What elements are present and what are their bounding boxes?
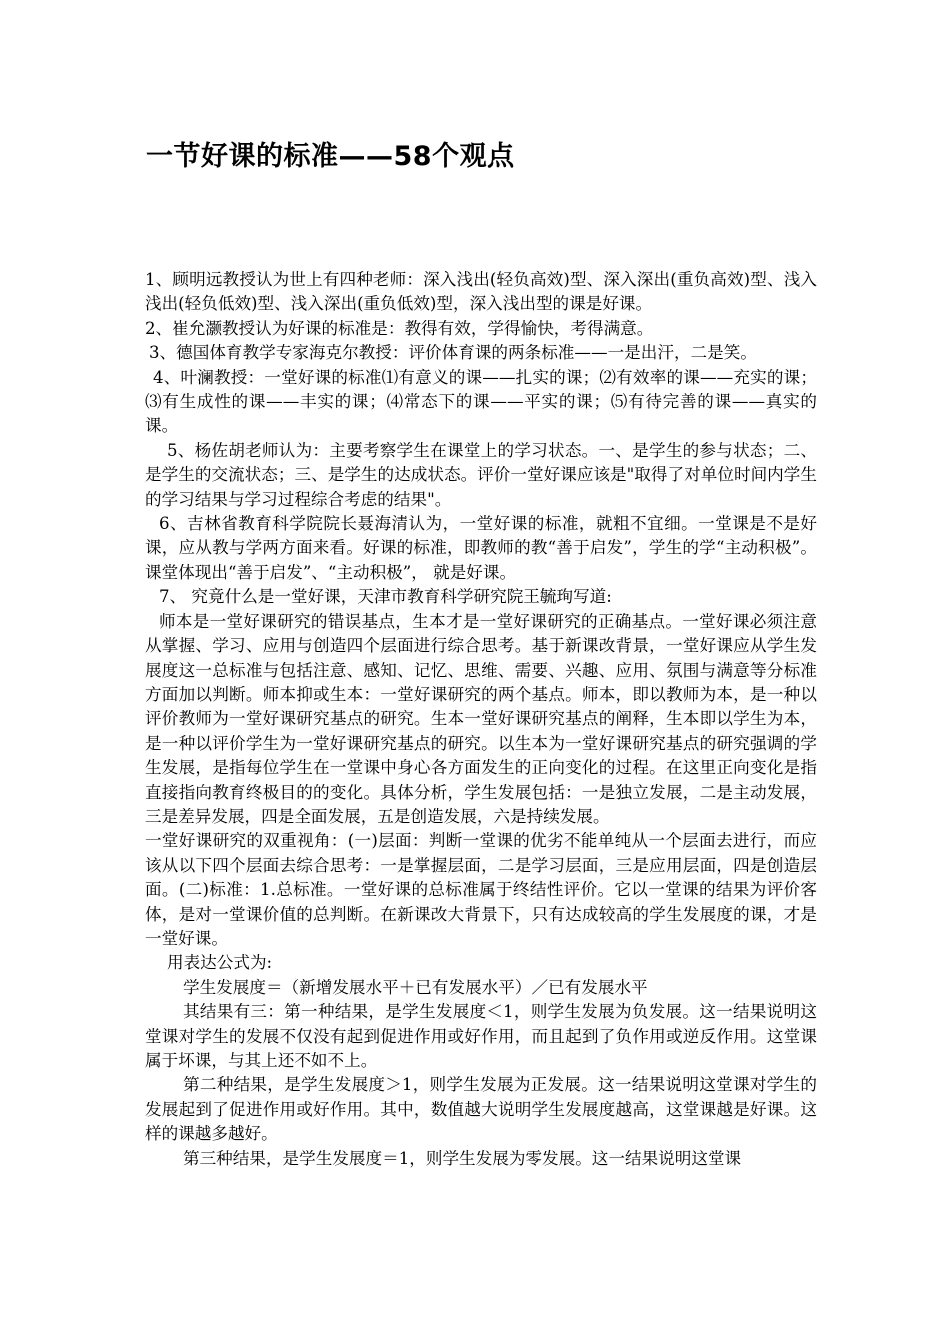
paragraph-13: 第三种结果，是学生发展度＝1，则学生发展为零发展。这一结果说明这堂课 bbox=[183, 1148, 742, 1168]
paragraph-9: 一堂好课研究的双重视角：(一)层面：判断一堂课的优劣不能单纯从一个层面去进行，而应该从以下四个层面去综合思考：一是掌握层面，二是学习层面，三是应用层面，四是创造层面。(二)标准：1.总标准。一堂好课的总标准属于终结性评价。它以一堂课的结果为评价客体，是对一堂课价值的总判断。在新课改大背景下，只有达成较高的学生发展度的课，才是一堂好课。 bbox=[145, 831, 817, 948]
paragraph-4: 4、叶澜教授：一堂好课的标准⑴有意义的课——扎实的课；⑵有效率的课——充实的课；⑶有生成性的课——丰实的课；⑷常态下的课——平实的课；⑸有待完善的课——真实的课。 bbox=[145, 367, 817, 436]
paragraph-1: 1、顾明远教授认为世上有四种老师：深入浅出(轻负高效)型、深入深出(重负高效)型、浅入浅出(轻负低效)型、浅入深出(重负低效)型，深入浅出型的课是好课。 bbox=[145, 270, 817, 314]
page-title: 一节好课的标准——58个观点 bbox=[146, 141, 515, 172]
paragraph-2: 2、崔允灏教授认为好课的标准是：教得有效，学得愉快，考得满意。 bbox=[145, 318, 654, 338]
paragraph-3: 3、德国体育教学专家海克尔教授：评价体育课的两条标准——一是出汗，二是笑。 bbox=[149, 343, 757, 363]
paragraph-12: 第二种结果，是学生发展度＞1，则学生发展为正发展。这一结果说明这堂课对学生的发展起到了促进作用或好作用。其中，数值越大说明学生发展度越高，这堂课越是好课。这样的课越多越好。 bbox=[145, 1075, 817, 1144]
paragraph-8: 师本是一堂好课研究的错误基点，生本才是一堂好课研究的正确基点。一堂好课必须注意从掌握、学习、应用与创造四个层面进行综合思考。基于新课改背景，一堂好课应从学生发展度这一总标准与包括注意、感知、记忆、思维、需要、兴趣、应用、氛围与满意等分标准方面加以判断。师本抑或生本：一堂好课研究的两个基点。师本，即以教师为本，是一种以评价教师为一堂好课研究基点的研究。生本一堂好课研究基点的阐释，生本即以学生为本，是一种以评价学生为一堂好课研究基点的研究。以生本为一堂好课研究基点的研究强调的学生发展，是指每位学生在一堂课中身心各方面发生的正向变化的过程。在这里正向变化是指直接指向教育终极目的的变化。具体分析，学生发展包括：一是独立发展，二是主动发展，三是差异发展，四是全面发展，五是创造发展，六是持续发展。 bbox=[145, 611, 817, 826]
paragraph-10: 用表达公式为: bbox=[167, 953, 273, 973]
document-body bbox=[145, 268, 817, 1171]
paragraph-7: 7、 究竟什么是一堂好课，天津市教育科学研究院王毓珣写道: bbox=[159, 587, 612, 607]
formula-line: 学生发展度＝（新增发展水平＋已有发展水平）／已有发展水平 bbox=[183, 977, 648, 997]
paragraph-6: 6、吉林省教育科学院院长聂海清认为，一堂好课的标准，就粗不宜细。一堂课是不是好课，应从教与学两方面来看。好课的标准，即教师的教“善于启发”，学生的学“主动积极”。课堂体现出“善于启发”、“主动积极”， 就是好课。 bbox=[145, 514, 817, 582]
paragraph-5: 5、杨佐胡老师认为：主要考察学生在课堂上的学习状态。一、是学生的参与状态；二、是学生的交流状态；三、是学生的达成状态。评价一堂好课应该是"取得了对单位时间内学生的学习结果与学习过程综合考虑的结果"。 bbox=[145, 440, 817, 509]
paragraph-11: 其结果有三：第一种结果，是学生发展度＜1，则学生发展为负发展。这一结果说明这堂课对学生的发展不仅没有起到促进作用或好作用，而且起到了负作用或逆反作用。这堂课属于坏课，与其上还不如不上。 bbox=[145, 1002, 817, 1070]
